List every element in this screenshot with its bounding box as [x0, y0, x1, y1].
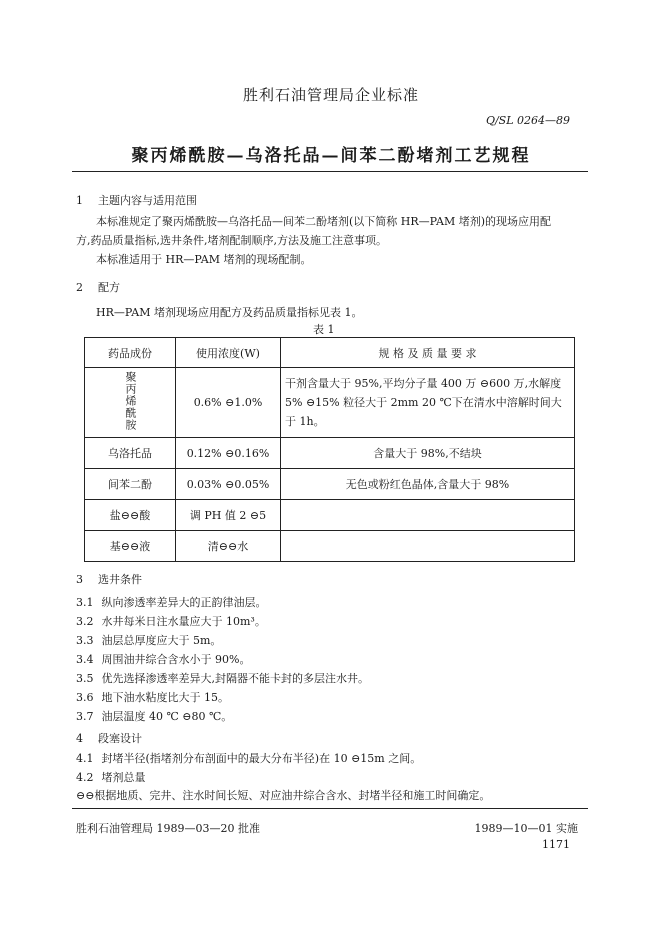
section-number: 3 [76, 573, 83, 586]
table-row [85, 531, 575, 562]
concentration: 0.12% ⊖0.16% [176, 438, 281, 469]
item-text: 封堵半径(指堵剂分布剖面中的最大分布半径)在 10 ⊖15m 之间。 [101, 752, 422, 765]
specification-table [84, 337, 575, 562]
section-heading-text: 配方 [98, 281, 120, 294]
ingredient-name: 基⊖⊖液 [85, 531, 176, 562]
list-item [76, 651, 250, 667]
list-item [76, 613, 266, 629]
table-row [85, 469, 575, 500]
item-text: 油层温度 40 ℃ ⊖80 ℃。 [101, 710, 233, 723]
requirement [281, 500, 575, 531]
item-text: 地下油水粘度比大于 15。 [101, 691, 229, 704]
section-4-heading [76, 730, 142, 746]
effective-date: 1989—10—01 实施 [474, 822, 578, 835]
list-item [76, 632, 221, 648]
header-cell: 药品成份 [85, 338, 176, 368]
header-cell: 规 格 及 质 量 要 求 [281, 338, 575, 368]
table-row [85, 368, 575, 438]
table-intro: HR—PAM 堵剂现场应用配方及药品质量指标见表 1。 [96, 306, 363, 319]
ingredient-name: 乌洛托品 [85, 438, 176, 469]
list-item [76, 594, 267, 610]
ingredient-name: 盐⊖⊖酸 [85, 500, 176, 531]
item-number: 3.3 [76, 634, 94, 647]
section-heading-text: 段塞设计 [98, 732, 142, 745]
table-header-row [85, 338, 575, 368]
item-text: 水井每米日注水量应大于 10m³。 [101, 615, 266, 628]
item-number: 3.7 [76, 710, 94, 723]
table-row [85, 500, 575, 531]
item-number: 4.2 [76, 771, 94, 784]
item-text: 油层总厚度应大于 5m。 [101, 634, 222, 647]
section-1-heading [76, 192, 197, 208]
table-row [85, 438, 575, 469]
item-number: 3.1 [76, 596, 94, 609]
vertical-name: 聚丙烯酰胺 [124, 371, 137, 431]
page-number: 1171 [542, 838, 570, 851]
item-number: 3.4 [76, 653, 94, 666]
list-item [76, 769, 146, 785]
table-caption: 表 1 [313, 323, 335, 336]
section-3-heading [76, 571, 142, 587]
requirement: 含量大于 98%,不结块 [281, 438, 575, 469]
item-number: 3.2 [76, 615, 94, 628]
list-item [76, 689, 229, 705]
section-heading-text: 选井条件 [98, 573, 142, 586]
paragraph-line: 方,药品质量指标,选井条件,堵剂配制顺序,方法及施工注意事项。 [76, 234, 387, 247]
item-number: 3.6 [76, 691, 94, 704]
concentration: 清⊖⊖水 [176, 531, 281, 562]
item-text: 纵向渗透率差异大的正韵律油层。 [101, 596, 267, 609]
list-item [76, 708, 232, 724]
item-text: 优先选择渗透率差异大,封隔器不能卡封的多层注水井。 [101, 672, 369, 685]
paragraph-line: 本标准规定了聚丙烯酰胺—乌洛托品—间苯二酚堵剂(以下简称 HR—PAM 堵剂)的现场应用配 [96, 215, 552, 228]
list-item [76, 750, 421, 766]
section-2-heading [76, 279, 120, 295]
paragraph-line: ⊖⊖根据地质、完井、注水时间长短、对应油井综合含水、封堵半径和施工时间确定。 [76, 789, 491, 802]
list-item [76, 670, 369, 686]
item-number: 3.5 [76, 672, 94, 685]
approval-date: 胜利石油管理局 1989—03—20 批准 [76, 822, 260, 835]
standard-code: Q/SL 0264—89 [485, 114, 570, 127]
document-title: 聚丙烯酰胺—乌洛托品—间苯二酚堵剂工艺规程 [131, 146, 531, 166]
item-text: 周围油井综合含水小于 90%。 [101, 653, 251, 666]
item-text: 堵剂总量 [101, 771, 146, 784]
requirement: 无色或粉红色晶体,含量大于 98% [281, 469, 575, 500]
section-number: 1 [76, 194, 83, 207]
footer-rule [72, 808, 588, 809]
paragraph-line: 本标准适用于 HR—PAM 堵剂的现场配制。 [96, 253, 312, 266]
requirement: 干剂含量大于 95%,平均分子量 400 万 ⊖600 万,水解度 5% ⊖15% 粒径大于 2mm 20 ℃下在清水中溶解时间大于 1h。 [281, 368, 575, 438]
concentration: 0.03% ⊖0.05% [176, 469, 281, 500]
section-number: 2 [76, 281, 83, 294]
requirement [281, 531, 575, 562]
ingredient-name: 间苯二酚 [85, 469, 176, 500]
concentration: 调 PH 值 2 ⊖5 [176, 500, 281, 531]
organization-title: 胜利石油管理局企业标准 [242, 86, 419, 104]
ingredient-name [85, 368, 176, 438]
title-rule [72, 171, 588, 172]
section-number: 4 [76, 732, 83, 745]
header-cell: 使用浓度(W) [176, 338, 281, 368]
concentration: 0.6% ⊖1.0% [176, 368, 281, 438]
item-number: 4.1 [76, 752, 94, 765]
section-heading-text: 主题内容与适用范围 [98, 194, 197, 207]
